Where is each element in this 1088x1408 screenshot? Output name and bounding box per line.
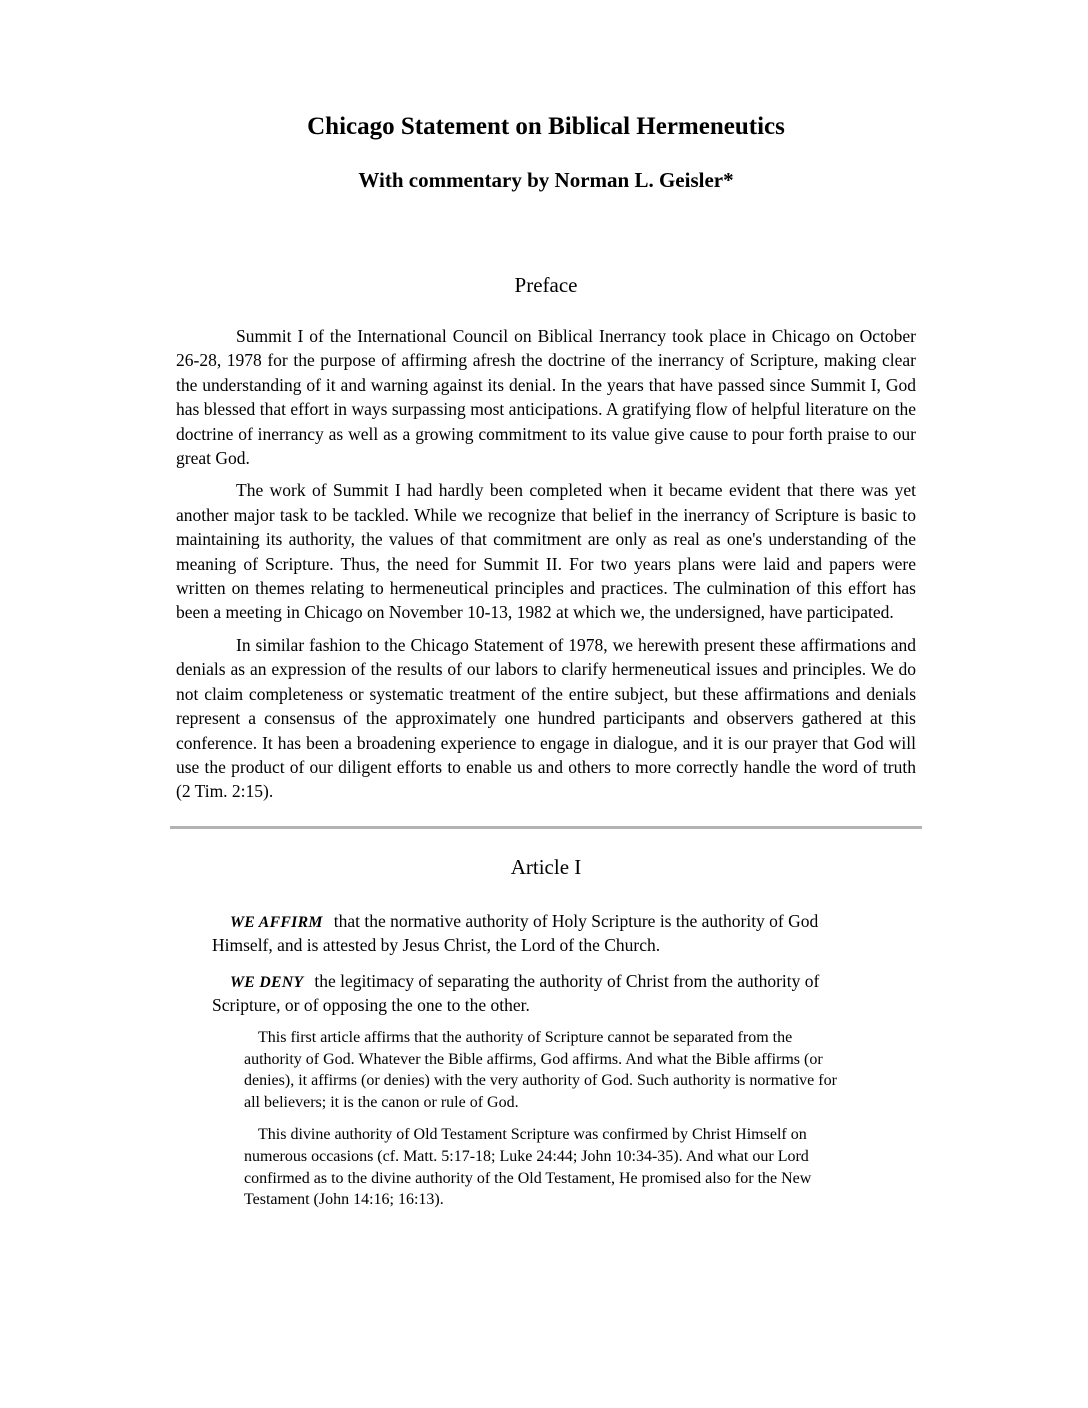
affirm-text: that the normative authority of Holy Scripture is the authority of God Himself, and is attested by Jesus Christ, the Lord of the Church. — [212, 910, 819, 956]
affirm-label: WE AFFIRM — [230, 913, 323, 931]
preface-paragraph-1: Summit I of the International Council on Biblical Inerrancy took place in Chicago on October 26-28, 1978 for the purpose of affirming afresh the doctrine of the inerrancy of Scripture, making clear the understanding of it and warning against its denial. In the years that have passed since Summit I, God has blessed that effort in ways surpassing most anticipations. A gratifying flow of helpful literature on the doctrine of inerrancy as well as a growing commitment to its value give cause to pour forth praise to our great God. — [176, 326, 916, 469]
deny-label: WE DENY — [230, 973, 304, 991]
affirm-statement — [212, 910, 872, 958]
page-title: Chicago Statement on Biblical Hermeneutics — [307, 113, 785, 140]
deny-statement — [212, 970, 872, 1018]
section-divider — [170, 826, 922, 829]
preface-heading: Preface — [514, 273, 578, 297]
article-heading: Article I — [510, 854, 582, 879]
deny-text: the legitimacy of separating the authority of Christ from the authority of Scripture, or of opposing the one to the other. — [212, 970, 820, 1016]
preface-paragraph-3: In similar fashion to the Chicago Statement of 1978, we herewith present these affirmations and denials as an expression of the results of our labors to clarify hermeneutical issues and principles. We do not claim completeness or systematic treatment of the entire subject, but these affirmations and denials represent a consensus of the approximately one hundred participants and observers gathered at this conference. It has been a broadening experience to engage in dialogue, and it is our prayer that God will use the product of our diligent efforts to enable us and others to more correctly handle the word of truth (2 Tim. 2:15). — [176, 634, 916, 802]
preface-paragraph-2: The work of Summit I had hardly been completed when it became evident that there was yet another major task to be tackled. While we recognize that belief in the inerrancy of Scripture is basic to maintaining its authority, the values of that commitment are only as real as one's understanding of the meaning of Scripture. Thus, the need for Summit II. For two years plans were laid and papers were written on themes relating to hermeneutical principles and practices. The culmination of this effort has been a meeting in Chicago on November 10-13, 1982 at which we, the undersigned, have participated. — [176, 480, 916, 623]
page-subtitle: With commentary by Norman L. Geisler* — [358, 168, 734, 192]
document-content — [0, 112, 1088, 1211]
commentary-paragraph-1: This first article affirms that the authority of Scripture cannot be separated from the authority of God. Whatever the Bible affirms, God affirms. And what the Bible affirms (or denies), it affirms (or denies) with the very authority of God. Such authority is normative for all believers; it is the canon or rule of God. — [244, 1028, 837, 1112]
commentary-paragraph-2: This divine authority of Old Testament Scripture was confirmed by Christ Himself on numerous occasions (cf. Matt. 5:17-18; Luke 24:44; John 10:34-35). And what our Lord confirmed as to the divine authority of the Old Testament, He promised also for the New Testament (John 14:16; 16:13). — [244, 1125, 812, 1209]
